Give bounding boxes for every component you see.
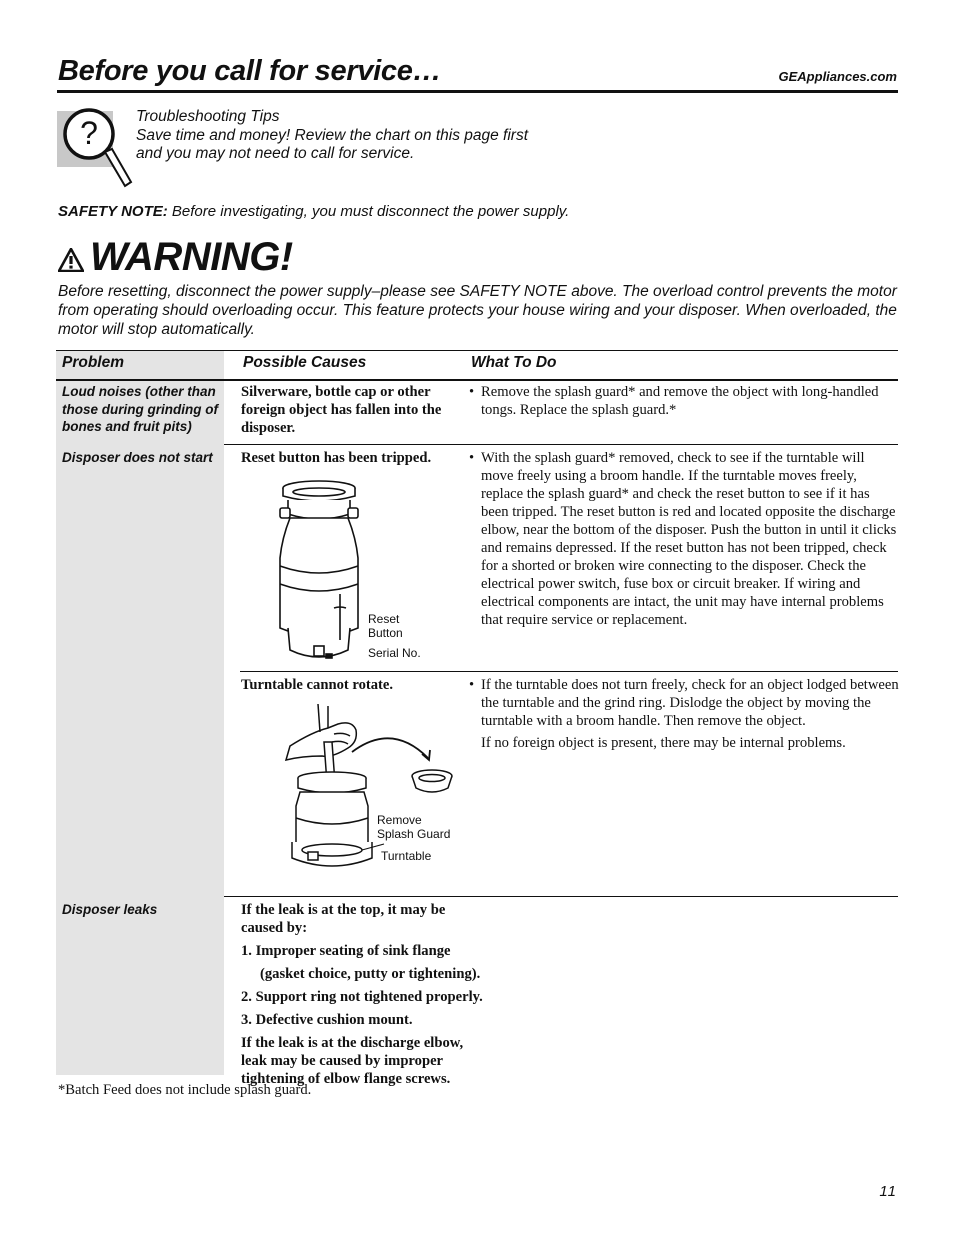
cause-turntable: Turntable cannot rotate.	[241, 677, 394, 693]
cause-reset-tripped: Reset button has been tripped.	[241, 450, 432, 466]
warning-triangle-icon	[58, 248, 84, 272]
label-reset-button: Reset Button	[368, 612, 403, 640]
cause-outro: If the leak is at the discharge elbow, leak may be caused by improper tightening of elbow flange screws.	[241, 1035, 464, 1087]
todo-remove-object: • Remove the splash guard* and remove the object with long-handled tongs. Replace the splash guard.*	[469, 383, 899, 419]
header-rule	[57, 90, 898, 93]
warning-title: WARNING!	[90, 234, 293, 279]
cause-leaks	[241, 901, 511, 1093]
cause-list-item: 1. Improper seating of sink flange	[241, 943, 451, 959]
safety-note	[58, 203, 569, 220]
page-title: Before you call for service…	[58, 55, 442, 87]
todo-extra: If no foreign object is present, there may be internal problems.	[481, 735, 846, 751]
safety-note-label: SAFETY NOTE:	[58, 203, 168, 220]
todo-turntable: • If the turntable does not turn freely, check for an object lodged between the turntable and the grind ring. Dislodge the object by moving the turntable with a broom handle. Then remove the object. If no foreign object is present, there may be internal problems.	[469, 677, 899, 751]
troubleshooting-tips	[136, 108, 528, 164]
disposer-reset-figure	[274, 478, 364, 666]
tips-line-1: Save time and money! Review the chart on this page first	[136, 126, 529, 144]
cause-list-item: 3. Defective cushion mount.	[241, 1012, 413, 1028]
todo-text: Remove the splash guard* and remove the object with long-handled tongs. Replace the splash guard.*	[481, 384, 879, 418]
warning-body: Before resetting, disconnect the power supply–please see SAFETY NOTE above. The overload control prevents the motor from operating should overloading occur. This feature protects your house wiring and your disposer. When overloaded, the motor will stop automatically.	[58, 283, 897, 338]
cause-list-item-cont: (gasket choice, putty or tightening).	[260, 966, 481, 982]
table-top-rule	[56, 350, 898, 351]
cause-intro: If the leak is at the top, it may be caused by:	[241, 902, 446, 936]
todo-text: With the splash guard* removed, check to see if the turntable will move freely using a broom handle. If the turntable moves freely, replace the splash guard* and check the reset button to see if it has been tripped. The reset button is red and located opposite the discharge elbow, near the bottom of the disposer. Push the button in until it clicks and remains depressed. If the reset button has not been tripped, check for a shorted or broken wire connecting to the disposer. Check the electrical power switch, fuse box or circuit breaker. If wiring and electrical components are intact, the unit may have internal problems that require service or replacement.	[481, 450, 897, 628]
row-divider	[240, 671, 898, 672]
label-turntable: Turntable	[381, 849, 432, 863]
safety-note-text: Before investigating, you must disconnect the power supply.	[167, 203, 570, 220]
problem-loud-noises: Loud noises (other than those during grinding of bones and fruit pits)	[62, 384, 218, 434]
tips-line-2: and you may not need to call for service.	[136, 145, 415, 162]
cause-list	[241, 942, 511, 1029]
question-mark-magnifier-icon	[55, 104, 135, 196]
cause-foreign-object: Silverware, bottle cap or other foreign object has fallen into the disposer.	[241, 384, 442, 436]
website-label: GEAppliances.com	[778, 69, 897, 84]
label-remove-splash-guard: Remove Splash Guard	[377, 813, 451, 841]
column-header-problem: Problem	[62, 354, 125, 371]
problem-disposer-leaks: Disposer leaks	[62, 902, 158, 917]
todo-reset-button: • With the splash guard* removed, check to see if the turntable will move freely using a broom handle. If the turntable moves freely, replace the splash guard* and check the reset button to see if it has been tripped. The reset button is red and located opposite the discharge elbow, near the bottom of the disposer. Push the button in until it clicks and remains depressed. If the reset button has not been tripped, check for a shorted or broken wire connecting to the disposer. Check the electrical power switch, fuse box or circuit breaker. If wiring and electrical components are intact, the unit may have internal problems that require service or replacement.	[469, 449, 899, 629]
problem-does-not-start: Disposer does not start	[62, 450, 213, 465]
column-header-todo: What To Do	[471, 354, 557, 371]
tips-heading: Troubleshooting Tips	[136, 108, 280, 125]
page-number: 11	[879, 1183, 897, 1200]
label-serial-no: Serial No.	[368, 646, 421, 660]
row-divider	[224, 444, 898, 445]
row-divider	[224, 896, 898, 897]
footnote: *Batch Feed does not include splash guard.	[58, 1082, 312, 1098]
column-header-causes: Possible Causes	[243, 354, 367, 371]
svg-text:?: ?	[80, 115, 98, 151]
cause-list-item: 2. Support ring not tightened properly.	[241, 989, 483, 1005]
header-rule	[56, 379, 898, 381]
todo-text: If the turntable does not turn freely, check for an object lodged between the turntable and the grind ring. Dislodge the object by moving the turntable with a broom handle. Then remove the object.	[481, 677, 899, 729]
warning-heading	[58, 234, 293, 280]
